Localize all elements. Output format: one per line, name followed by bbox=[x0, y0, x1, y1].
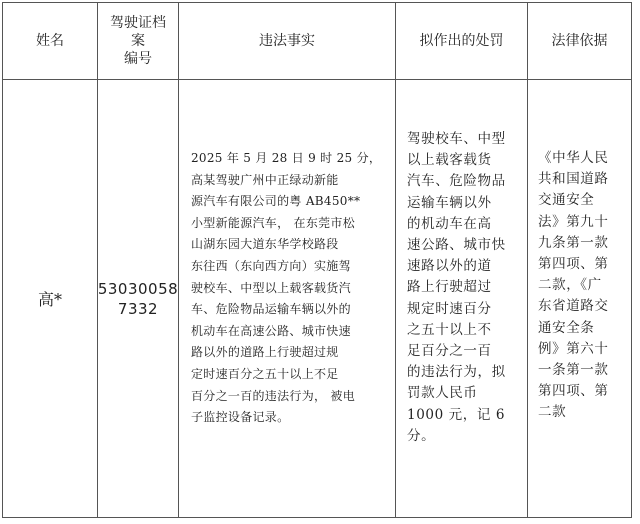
header-law-label: 法律依据 bbox=[551, 33, 608, 49]
header-penalty-label: 拟作出的处罚 bbox=[419, 33, 504, 49]
header-license-no bbox=[98, 3, 178, 79]
header-license-no-label: 驾驶证档 案 编号 bbox=[110, 15, 166, 67]
header-name-label: 姓名 bbox=[36, 33, 64, 49]
cell-license-no bbox=[98, 80, 178, 517]
driver-name: 高* bbox=[37, 290, 62, 309]
license-file-number: 53030058 7332 bbox=[97, 279, 179, 318]
violation-table bbox=[2, 2, 632, 518]
violation-facts-text: 2025 年 5 月 28 日 9 时 25 分， 高某驾驶广州中正绿动新能 源汽车有限公司的粤 AB450** 小型新能源汽车， 在东莞市松 山湖东园大道东华学校路段 东往西（东向西方向）实施驾 驶校车、中型以上载客载货汽 车、危险物品运输车辆以外的 机动车在高速公路、城市快速 路以外的道路上行驶超过规 定时速百分之五十以上不足 百分之一百的违法行为， 被电 子监控设备记录。 bbox=[191, 151, 382, 425]
cell-facts bbox=[179, 80, 395, 517]
cell-law bbox=[528, 80, 631, 517]
header-facts-label: 违法事实 bbox=[259, 33, 315, 49]
header-penalty bbox=[396, 3, 527, 79]
legal-basis-text: 《中华人民 共和国道路 交通安全 法》第九十 九条第一款 第四项、第 二款，《广 东省道路交 通安全条 例》第六十 一条第一款 第四项、第 二款 bbox=[538, 150, 609, 421]
cell-name bbox=[3, 80, 97, 517]
header-name bbox=[3, 3, 97, 79]
header-law bbox=[528, 3, 631, 79]
header-facts bbox=[179, 3, 395, 79]
cell-penalty bbox=[396, 80, 527, 517]
proposed-penalty-text: 驾驶校车、中型 以上载客载货 汽车、危险物品 运输车辆以外 的机动车在高 速公路、城市快 速路以外的道 路上行驶超过 规定时速百分 之五十以上不 足百分之一百 的违法行为，拟 罚款人民币 1000 元，记 6 分。 bbox=[407, 131, 506, 444]
